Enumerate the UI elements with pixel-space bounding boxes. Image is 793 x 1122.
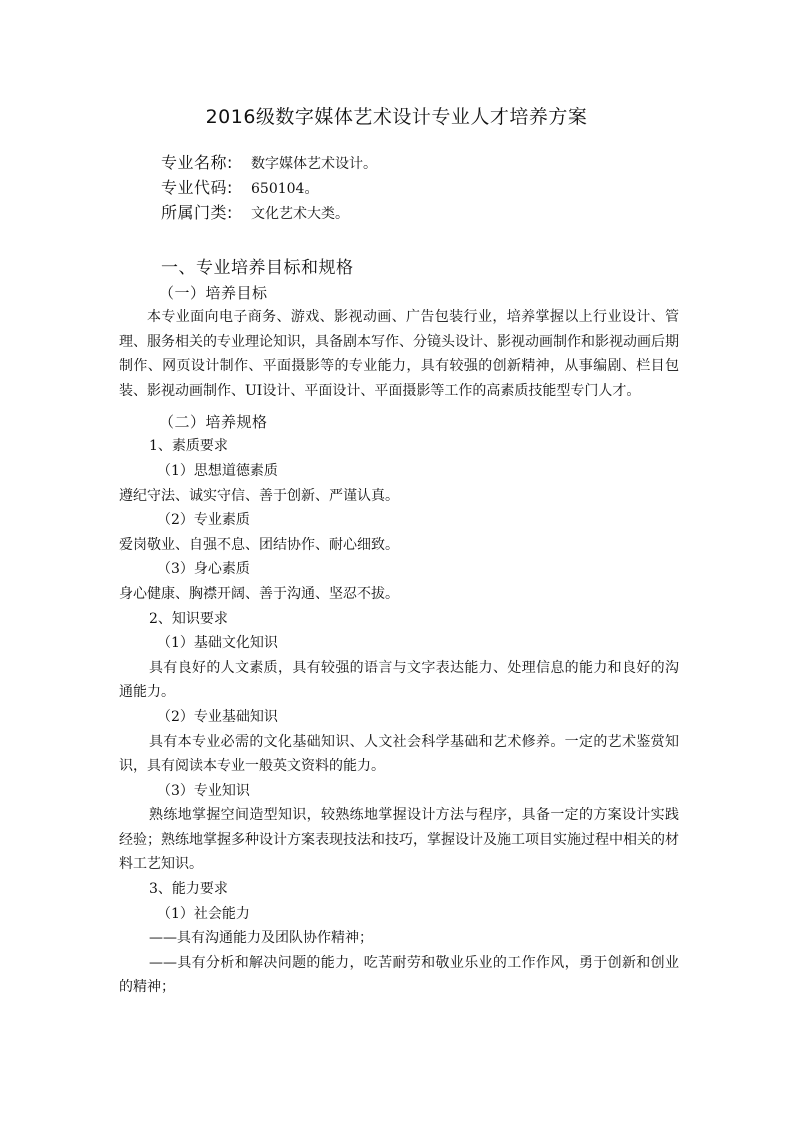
- knowledge-heading: 2、知识要求: [149, 610, 228, 627]
- major-info: [161, 150, 377, 225]
- major-name-label: 专业名称:: [161, 153, 233, 172]
- specialty-knowledge-text: 熟练地掌握空间造型知识，较熟练地掌握设计方法与程序，具备一定的方案设计实践经验；熟练地掌握多种设计方案表现技法和技巧，掌握设计及施工项目实施过程中相关的材料工艺知识。: [119, 807, 679, 873]
- major-code-label: 专业代码:: [161, 178, 233, 197]
- ability-heading: 3、能力要求: [149, 881, 228, 898]
- professional-quality-heading: （2）专业素质: [157, 512, 250, 529]
- training-goal-paragraph: 本专业面向电子商务、游戏、影视动画、广告包装行业，培养掌握以上行业设计、管理、服务相关的专业理论知识，具备剧本写作、分镜头设计、影视动画制作和影视动画后期制作、网页设计制作、平面摄影等的专业能力，具有较强的创新精神，从事编剧、栏目包装、影视动画制作、UI设计、平面设计、平面摄影等工作的高素质技能型专门人才。: [119, 309, 679, 399]
- document-title: 2016级数字媒体艺术设计专业人才培养方案: [205, 106, 588, 128]
- social-ability-item-1: ——具有沟通能力及团队协作精神；: [149, 930, 373, 947]
- section-heading-training-goals-specs: 一、专业培养目标和规格: [161, 258, 354, 278]
- specialty-knowledge-heading: （3）专业知识: [157, 782, 250, 799]
- social-ability-item-2: ——具有分析和解决问题的能力，吃苦耐劳和敬业乐业的工作作风，勇于创新和创业的精神；: [119, 954, 679, 996]
- document-body: [119, 255, 679, 1000]
- basic-knowledge-heading: （1）基础文化知识: [157, 635, 278, 652]
- category-value: 文化艺术大类。: [251, 206, 349, 222]
- subsection-heading-training-goal: （一）培养目标: [159, 284, 268, 302]
- professional-quality-text: 爱岗敬业、自强不息、团结协作、耐心细致。: [119, 536, 399, 553]
- subsection-heading-training-specs: （二）培养规格: [159, 413, 268, 432]
- foundation-knowledge-text: 具有本专业必需的文化基础知识、人文社会科学基础和艺术修养。一定的艺术鉴赏知识，具有阅读本专业一般英文资料的能力。: [119, 733, 679, 775]
- major-name-value: 数字媒体艺术设计。: [251, 156, 377, 172]
- moral-quality-text: 遵纪守法、诚实守信、善于创新、严谨认真。: [119, 487, 399, 504]
- major-code-value: 650104。: [251, 181, 319, 197]
- category-row: [161, 200, 377, 225]
- moral-quality-heading: （1）思想道德素质: [157, 462, 278, 479]
- basic-knowledge-text: 具有良好的人文素质，具有较强的语言与文字表达能力、处理信息的能力和良好的沟通能力。: [119, 659, 679, 701]
- major-code-row: [161, 175, 377, 200]
- major-name-row: [161, 150, 377, 175]
- foundation-knowledge-heading: （2）专业基础知识: [157, 708, 278, 725]
- social-ability-heading: （1）社会能力: [157, 905, 250, 922]
- category-label: 所属门类:: [161, 203, 233, 222]
- health-quality-text: 身心健康、胸襟开阔、善于沟通、坚忍不拔。: [119, 585, 399, 602]
- health-quality-heading: （3）身心素质: [157, 561, 250, 578]
- quality-heading: 1、素质要求: [149, 438, 228, 455]
